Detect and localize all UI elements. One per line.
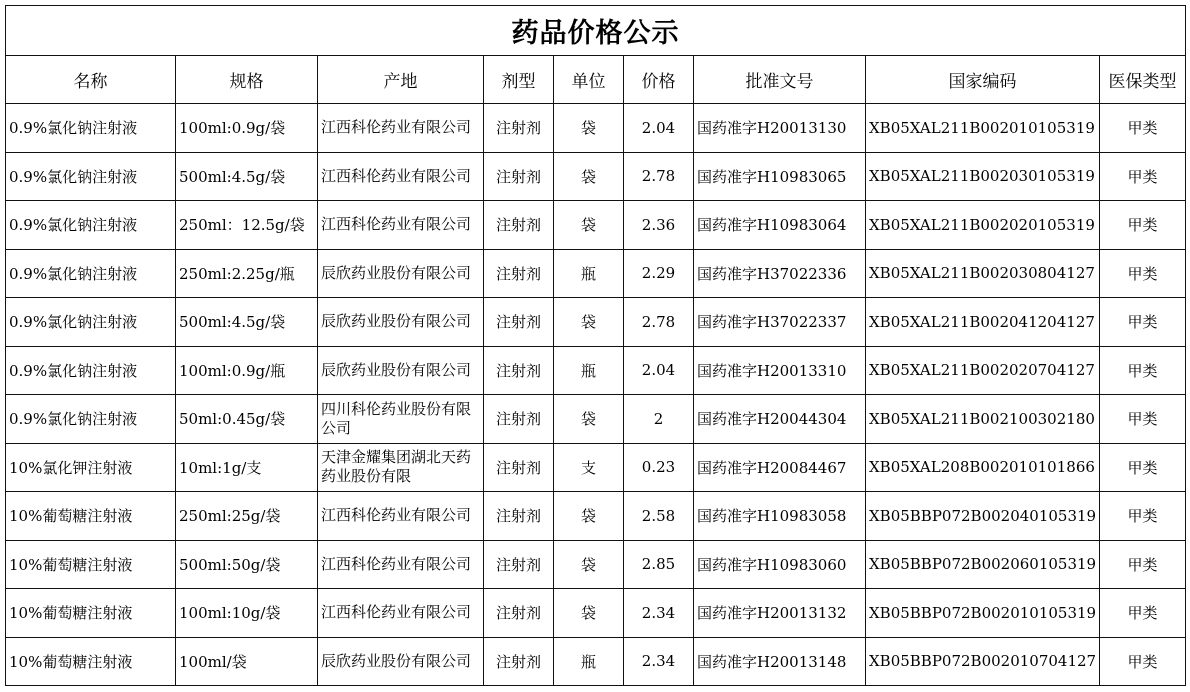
cell-spec: 100ml/袋 bbox=[176, 637, 318, 686]
header-row bbox=[6, 56, 1186, 104]
cell-spec: 100ml:10g/袋 bbox=[176, 589, 318, 638]
drug-price-table bbox=[5, 5, 1186, 686]
cell-name: 0.9%氯化钠注射液 bbox=[6, 249, 176, 298]
cell-price: 2.34 bbox=[624, 589, 694, 638]
cell-origin: 辰欣药业股份有限公司 bbox=[318, 637, 484, 686]
cell-unit: 袋 bbox=[554, 201, 624, 250]
cell-name: 10%葡萄糖注射液 bbox=[6, 637, 176, 686]
column-header-approval: 批准文号 bbox=[694, 56, 866, 104]
cell-national-code: XB05BBP072B002040105319 bbox=[866, 492, 1100, 541]
cell-unit: 瓶 bbox=[554, 637, 624, 686]
table-row bbox=[6, 104, 1186, 153]
cell-origin: 天津金耀集团湖北天药药业股份有限 bbox=[318, 443, 484, 492]
cell-national-code: XB05XAL211B002030105319 bbox=[866, 152, 1100, 201]
cell-insurance-type: 甲类 bbox=[1100, 104, 1186, 153]
cell-origin: 江西科伦药业有限公司 bbox=[318, 540, 484, 589]
cell-price: 2.78 bbox=[624, 152, 694, 201]
cell-origin: 江西科伦药业有限公司 bbox=[318, 104, 484, 153]
cell-form: 注射剂 bbox=[484, 540, 554, 589]
cell-origin: 江西科伦药业有限公司 bbox=[318, 152, 484, 201]
cell-form: 注射剂 bbox=[484, 104, 554, 153]
cell-insurance-type: 甲类 bbox=[1100, 395, 1186, 444]
cell-name: 10%葡萄糖注射液 bbox=[6, 540, 176, 589]
table-row bbox=[6, 637, 1186, 686]
cell-origin: 辰欣药业股份有限公司 bbox=[318, 249, 484, 298]
cell-spec: 50ml:0.45g/袋 bbox=[176, 395, 318, 444]
page-title: 药品价格公示 bbox=[6, 6, 1186, 56]
cell-form: 注射剂 bbox=[484, 589, 554, 638]
cell-name: 10%葡萄糖注射液 bbox=[6, 589, 176, 638]
column-header-national-code: 国家编码 bbox=[866, 56, 1100, 104]
cell-price: 2 bbox=[624, 395, 694, 444]
cell-price: 2.29 bbox=[624, 249, 694, 298]
cell-unit: 袋 bbox=[554, 492, 624, 541]
table-row bbox=[6, 395, 1186, 444]
table-row bbox=[6, 201, 1186, 250]
cell-origin: 江西科伦药业有限公司 bbox=[318, 589, 484, 638]
cell-spec: 100ml:0.9g/袋 bbox=[176, 104, 318, 153]
column-header-form: 剂型 bbox=[484, 56, 554, 104]
cell-form: 注射剂 bbox=[484, 249, 554, 298]
table-row bbox=[6, 346, 1186, 395]
cell-insurance-type: 甲类 bbox=[1100, 346, 1186, 395]
cell-insurance-type: 甲类 bbox=[1100, 201, 1186, 250]
cell-unit: 袋 bbox=[554, 540, 624, 589]
cell-origin: 江西科伦药业有限公司 bbox=[318, 492, 484, 541]
cell-insurance-type: 甲类 bbox=[1100, 249, 1186, 298]
cell-insurance-type: 甲类 bbox=[1100, 589, 1186, 638]
cell-spec: 500ml:50g/袋 bbox=[176, 540, 318, 589]
cell-spec: 250ml：12.5g/袋 bbox=[176, 201, 318, 250]
cell-spec: 250ml:25g/袋 bbox=[176, 492, 318, 541]
cell-national-code: XB05XAL211B002100302180 bbox=[866, 395, 1100, 444]
cell-national-code: XB05BBP072B002060105319 bbox=[866, 540, 1100, 589]
cell-form: 注射剂 bbox=[484, 492, 554, 541]
column-header-insurance-type: 医保类型 bbox=[1100, 56, 1186, 104]
cell-insurance-type: 甲类 bbox=[1100, 540, 1186, 589]
table-row bbox=[6, 152, 1186, 201]
cell-insurance-type: 甲类 bbox=[1100, 298, 1186, 347]
cell-origin: 四川科伦药业股份有限公司 bbox=[318, 395, 484, 444]
cell-approval: 国药准字H10983064 bbox=[694, 201, 866, 250]
table-row bbox=[6, 540, 1186, 589]
cell-price: 2.34 bbox=[624, 637, 694, 686]
cell-form: 注射剂 bbox=[484, 637, 554, 686]
table-row bbox=[6, 249, 1186, 298]
cell-national-code: XB05BBP072B002010105319 bbox=[866, 589, 1100, 638]
cell-unit: 袋 bbox=[554, 589, 624, 638]
cell-unit: 瓶 bbox=[554, 346, 624, 395]
cell-national-code: XB05XAL211B002010105319 bbox=[866, 104, 1100, 153]
cell-national-code: XB05XAL211B002020105319 bbox=[866, 201, 1100, 250]
cell-approval: 国药准字H10983065 bbox=[694, 152, 866, 201]
cell-spec: 100ml:0.9g/瓶 bbox=[176, 346, 318, 395]
cell-approval: 国药准字H20044304 bbox=[694, 395, 866, 444]
cell-insurance-type: 甲类 bbox=[1100, 492, 1186, 541]
column-header-origin: 产地 bbox=[318, 56, 484, 104]
cell-name: 0.9%氯化钠注射液 bbox=[6, 201, 176, 250]
cell-approval: 国药准字H10983058 bbox=[694, 492, 866, 541]
cell-national-code: XB05XAL211B002030804127 bbox=[866, 249, 1100, 298]
cell-national-code: XB05XAL211B002041204127 bbox=[866, 298, 1100, 347]
cell-form: 注射剂 bbox=[484, 346, 554, 395]
table-row bbox=[6, 589, 1186, 638]
cell-price: 0.23 bbox=[624, 443, 694, 492]
cell-price: 2.36 bbox=[624, 201, 694, 250]
cell-unit: 袋 bbox=[554, 298, 624, 347]
table-row bbox=[6, 298, 1186, 347]
cell-name: 10%氯化钾注射液 bbox=[6, 443, 176, 492]
cell-name: 0.9%氯化钠注射液 bbox=[6, 298, 176, 347]
cell-form: 注射剂 bbox=[484, 443, 554, 492]
cell-name: 0.9%氯化钠注射液 bbox=[6, 104, 176, 153]
cell-origin: 江西科伦药业有限公司 bbox=[318, 201, 484, 250]
cell-spec: 500ml:4.5g/袋 bbox=[176, 152, 318, 201]
cell-form: 注射剂 bbox=[484, 201, 554, 250]
cell-unit: 袋 bbox=[554, 104, 624, 153]
cell-national-code: XB05XAL208B002010101866 bbox=[866, 443, 1100, 492]
cell-insurance-type: 甲类 bbox=[1100, 637, 1186, 686]
column-header-price: 价格 bbox=[624, 56, 694, 104]
cell-spec: 500ml:4.5g/袋 bbox=[176, 298, 318, 347]
cell-price: 2.04 bbox=[624, 104, 694, 153]
column-header-unit: 单位 bbox=[554, 56, 624, 104]
cell-approval: 国药准字H37022337 bbox=[694, 298, 866, 347]
cell-unit: 瓶 bbox=[554, 249, 624, 298]
column-header-spec: 规格 bbox=[176, 56, 318, 104]
cell-unit: 袋 bbox=[554, 152, 624, 201]
cell-spec: 10ml:1g/支 bbox=[176, 443, 318, 492]
table-row bbox=[6, 443, 1186, 492]
cell-approval: 国药准字H20013130 bbox=[694, 104, 866, 153]
table-row bbox=[6, 492, 1186, 541]
cell-approval: 国药准字H20084467 bbox=[694, 443, 866, 492]
cell-spec: 250ml:2.25g/瓶 bbox=[176, 249, 318, 298]
cell-name: 10%葡萄糖注射液 bbox=[6, 492, 176, 541]
cell-price: 2.58 bbox=[624, 492, 694, 541]
cell-form: 注射剂 bbox=[484, 395, 554, 444]
cell-price: 2.78 bbox=[624, 298, 694, 347]
cell-unit: 袋 bbox=[554, 395, 624, 444]
cell-name: 0.9%氯化钠注射液 bbox=[6, 152, 176, 201]
cell-approval: 国药准字H20013132 bbox=[694, 589, 866, 638]
cell-form: 注射剂 bbox=[484, 152, 554, 201]
cell-origin: 辰欣药业股份有限公司 bbox=[318, 346, 484, 395]
cell-approval: 国药准字H10983060 bbox=[694, 540, 866, 589]
cell-price: 2.85 bbox=[624, 540, 694, 589]
cell-form: 注射剂 bbox=[484, 298, 554, 347]
cell-insurance-type: 甲类 bbox=[1100, 152, 1186, 201]
cell-national-code: XB05BBP072B002010704127 bbox=[866, 637, 1100, 686]
cell-origin: 辰欣药业股份有限公司 bbox=[318, 298, 484, 347]
cell-approval: 国药准字H37022336 bbox=[694, 249, 866, 298]
cell-national-code: XB05XAL211B002020704127 bbox=[866, 346, 1100, 395]
cell-name: 0.9%氯化钠注射液 bbox=[6, 395, 176, 444]
cell-approval: 国药准字H20013148 bbox=[694, 637, 866, 686]
cell-approval: 国药准字H20013310 bbox=[694, 346, 866, 395]
cell-price: 2.04 bbox=[624, 346, 694, 395]
cell-unit: 支 bbox=[554, 443, 624, 492]
cell-name: 0.9%氯化钠注射液 bbox=[6, 346, 176, 395]
cell-insurance-type: 甲类 bbox=[1100, 443, 1186, 492]
column-header-name: 名称 bbox=[6, 56, 176, 104]
